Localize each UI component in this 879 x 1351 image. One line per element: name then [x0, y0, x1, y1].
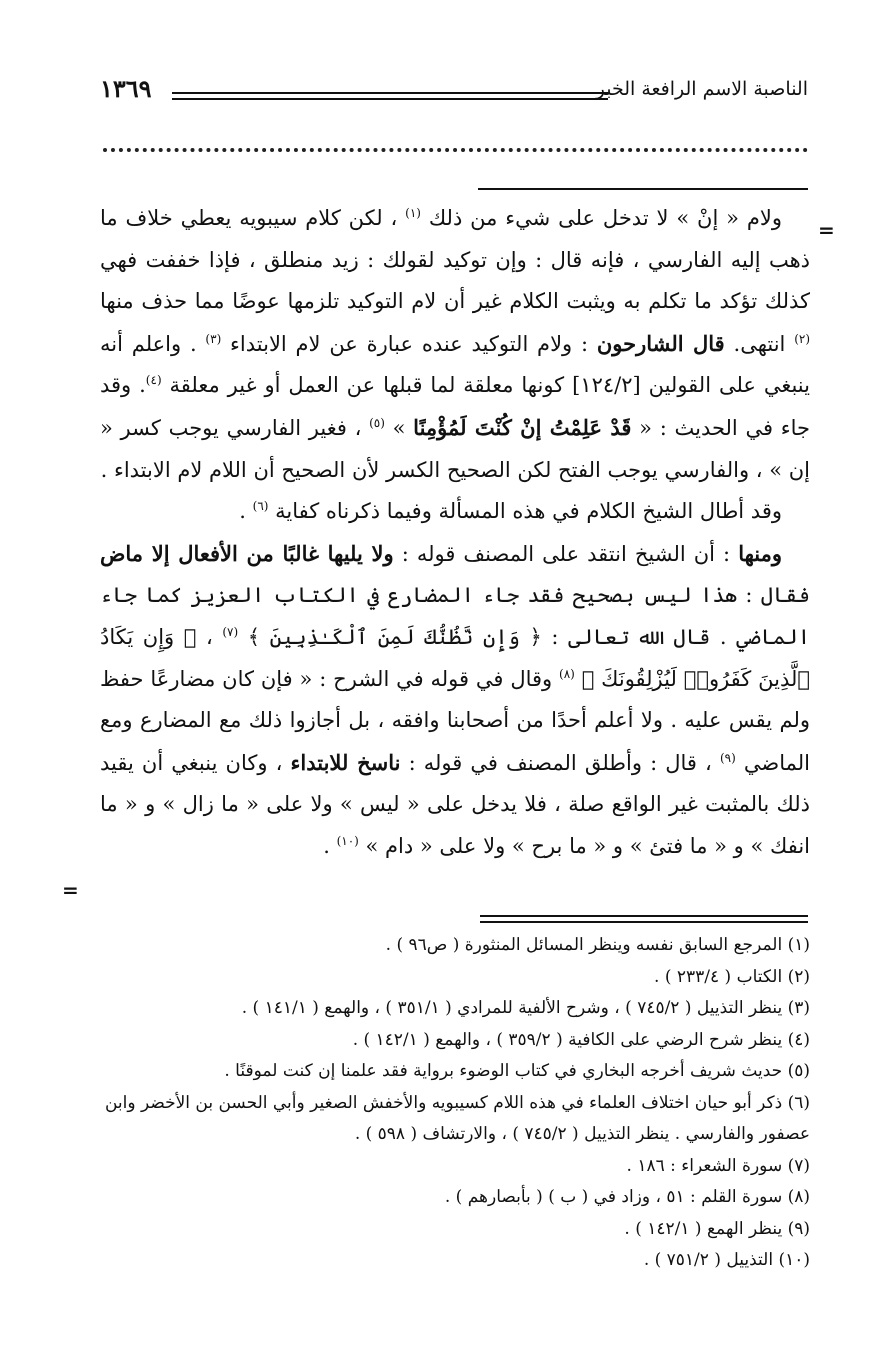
footnote: (٣) ينظر التذييل ( ٧٤٥/٢ ) ، وشرح الألفية للمرادي ( ٣٥١/١ ) ، والهمع ( ١٤١/١ ) . [241, 998, 810, 1018]
header-double-rule [172, 92, 608, 100]
footnote: (٨) سورة القلم : ٥١ ، وزاد في ( ب ) ( بأبصارهم ) . [444, 1187, 810, 1207]
running-header [100, 74, 808, 118]
paragraph: ولام « إنْ » لا تدخل على شيء من ذلك $^{(١)}$ ، لكن كلام سيبويه يعطي خلاف ما ذهب إليه الفارسي ، فإنه قال : وإن توكيد لقولك : زيد منطلق ، فإذا خففت فهي كذلك تؤكد ما تكلم به ويثبت الكلام غير أن لام التوكيد تلزمها عوضًا مما حذف منها $^{(٢)}$ انتهى. قال الشارحون : ولام التوكيد عنده عبارة عن لام الابتداء $^{(٣)}$ . واعلم أنه ينبغي على القولين [١٢٤/٢] كونها معلقة لما قبلها عن العمل أو غير معلقة $^{(٤)}$. وقد جاء في الحديث : « قَدْ عَلِمْتُ إنْ كُنْتَ لَمُؤْمِنًا » $^{(٥)}$ ، فغير الفارسي يوجب كسر « إن » ، والفارسي يوجب الفتح لكن الصحيح الكسر لأن الصحيح أن اللام لام الابتداء . [100, 206, 811, 482]
bold-phrase: قال الشارحون [596, 330, 725, 356]
footnote: (١٠) التذييل ( ٧٥١/٢ ) . [643, 1250, 810, 1270]
footnote-ref: (٦) [252, 499, 269, 514]
footnote-ref: (٤) [145, 373, 162, 388]
footnote: (٥) حديث شريف أخرجه البخاري في كتاب الوضوء برواية فقد علمنا إن كنت لموقنًا . [224, 1061, 810, 1081]
footnotes [96, 930, 810, 1277]
footnote: (١) المرجع السابق نفسه وينظر المسائل المنثورة ( ص٩٦ ) . [385, 935, 810, 955]
footnote: (٧) سورة الشعراء : ١٨٦ . [626, 1155, 810, 1176]
paragraph: وقد أطال الشيخ الكلام في هذه المسألة وفيما ذكرناه كفاية $^{(٦)}$ . [239, 499, 782, 524]
footnote: (٤) ينظر شرح الرضي على الكافية ( ٣٥٩/٢ ) ، والهمع ( ١٤٢/١ ) . [352, 1029, 810, 1050]
bold-phrase: ولا يليها غالبًا من الأفعال إلا ماض [100, 540, 394, 566]
paragraph: ومنها : أن الشيخ انتقد على المصنف قوله : ولا يليها غالبًا من الأفعال إلا ماض فقال : هذا ليس بصحيح فقد جاء المضارع في الكتاب العزيز كما جاء الماضي . قال الله تعالى : ﴿ وَإِن نَّظُنُّكَ لَمِنَ ٱلْكَـٰذِبِينَ ﴾ $^{(٧)}$ ، ﴿ وَإِن يَكَادُ ٱلَّذِينَ كَفَرُوا۟ لَيُزْلِقُونَكَ ﴾ $^{(٨)}$ وقال في قوله في الشرح : « فإن كان مضارعًا حفظ ولم يقس عليه . ولا أعلم أحدًا من أصحابنا وافقه ، بل أجازوا ذلك مع المضارع ومع الماضي $^{(٩)}$ ، قال : وأطلق المصنف في قوله : ناسخ للابتداء ، وكان ينبغي أن يقيد ذلك بالمثبت غير الواقع صلة ، فلا يدخل على « ليس » ولا على « ما زال » و « ما انفك » و « ما فتئ » و « ما برح » ولا على « دام » $^{(١٠)}$ . [100, 540, 810, 858]
footnote: (٦) ذكر أبو حيان اختلاف العلماء في هذه اللام كسيبويه والأخفش الصغير وأبي الحسن بن الأخضر وابن عصفور والفارسي . ينظر التذييل ( ٧٤٥/٢ ) ، والارتشاف ( ٥٩٨ ) . [104, 1092, 810, 1144]
bold-phrase: ناسخ للابتداء [290, 749, 401, 775]
footnote-ref: (٩) [719, 750, 736, 765]
footnote-ref: (٨) [559, 666, 575, 681]
footnote-ref: (٢) [794, 331, 811, 346]
continuation-marker-top: = [818, 218, 835, 242]
footnote-ref: (١) [405, 206, 421, 220]
dotted-separator [103, 148, 808, 152]
running-title: الناصبة الاسم الرافعة الخبر [595, 78, 808, 100]
top-rule [478, 188, 808, 190]
page-number: ١٣٦٩ [100, 74, 152, 103]
footnote: (٢) الكتاب ( ٢٣٣/٤ ) . [654, 966, 810, 987]
footnote-separator [480, 915, 808, 923]
footnote-ref: (٥) [369, 415, 385, 430]
bold-phrase: ومنها [738, 540, 782, 566]
footnote-ref: (١٠) [336, 833, 359, 848]
continuation-marker-bottom: = [62, 878, 79, 902]
footnote-ref: (٧) [222, 624, 239, 639]
hadith-quote: قَدْ عَلِمْتُ إنْ كُنْتَ لَمُؤْمِنًا [413, 414, 632, 440]
footnote: (٩) ينظر الهمع ( ١٤٢/١ ) . [624, 1218, 810, 1239]
main-text [100, 198, 810, 868]
footnote-ref: (٣) [205, 331, 222, 346]
